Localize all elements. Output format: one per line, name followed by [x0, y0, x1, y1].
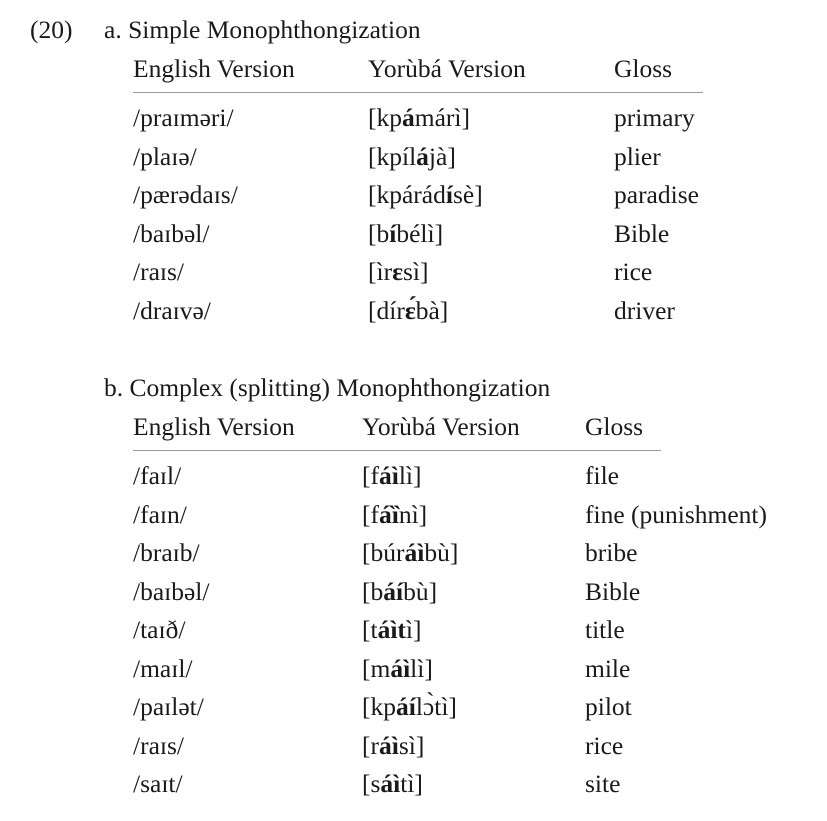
section-a-header-english: English Version — [133, 54, 295, 83]
table-b-cell-yoruba: [ráìsì] — [362, 731, 425, 760]
table-b-cell-english: /maɪl/ — [133, 654, 193, 683]
table-b-cell-yoruba: [fáȉnì] — [362, 500, 428, 529]
table-b-cell-gloss: file — [585, 461, 619, 490]
table-a-cell-gloss: Bible — [614, 219, 670, 248]
table-b-cell-gloss: fine (punishment) — [585, 500, 767, 529]
table-b-cell-english: /baɪbəl/ — [133, 577, 210, 606]
table-b-cell-english: /faɪn/ — [133, 500, 187, 529]
example-number: (20) — [30, 15, 73, 44]
table-b-cell-yoruba: [kpáílɔ̀tì] — [362, 692, 457, 721]
table-a-cell-yoruba: [bíbélì] — [368, 219, 444, 248]
table-a-cell-yoruba: [ìrɛsì] — [368, 257, 429, 286]
table-b-cell-english: /taɪð/ — [133, 615, 186, 644]
table-b-cell-english: /faɪl/ — [133, 461, 182, 490]
table-a-cell-english: /plaɪə/ — [133, 142, 197, 171]
table-b-cell-english: /braɪb/ — [133, 538, 200, 567]
section-b-header-english: English Version — [133, 412, 295, 441]
table-a-cell-english: /baɪbəl/ — [133, 219, 210, 248]
table-a-cell-yoruba: [kpárádísè] — [368, 180, 483, 209]
section-a-header-gloss: Gloss — [614, 54, 673, 83]
section-a-header-rule — [133, 92, 703, 93]
table-a-cell-english: /pærədaɪs/ — [133, 180, 238, 209]
table-b-cell-yoruba: [fáìlì] — [362, 461, 422, 490]
table-b-cell-yoruba: [táìtì] — [362, 615, 422, 644]
table-b-cell-gloss: pilot — [585, 692, 632, 721]
table-b-cell-yoruba: [búráìbù] — [362, 538, 459, 567]
section-b-header-yoruba: Yorùbá Version — [362, 412, 520, 441]
table-b-cell-yoruba: [sáìtì] — [362, 769, 423, 798]
table-b-cell-english: /saɪt/ — [133, 769, 183, 798]
table-b-cell-english: /paɪlət/ — [133, 692, 204, 721]
table-b-cell-gloss: title — [585, 615, 625, 644]
table-a-cell-gloss: paradise — [614, 180, 699, 209]
table-a-cell-english: /praɪməri/ — [133, 103, 234, 132]
section-a-header-yoruba: Yorùbá Version — [368, 54, 526, 83]
table-b-cell-english: /raɪs/ — [133, 731, 184, 760]
table-a-cell-english: /draɪvə/ — [133, 296, 211, 325]
table-b-cell-gloss: Bible — [585, 577, 641, 606]
table-b-cell-gloss: bribe — [585, 538, 638, 567]
table-a-cell-gloss: plier — [614, 142, 661, 171]
section-b-header-rule — [133, 450, 661, 451]
table-a-cell-yoruba: [dírɛ́bà] — [368, 296, 449, 325]
table-a-cell-gloss: rice — [614, 257, 653, 286]
section-b-title: b. Complex (splitting) Monophthongization — [104, 373, 551, 402]
table-a-cell-yoruba: [kpílájà] — [368, 142, 456, 171]
table-b-cell-yoruba: [máìlì] — [362, 654, 433, 683]
section-b-header-gloss: Gloss — [585, 412, 644, 441]
table-b-cell-gloss: mile — [585, 654, 631, 683]
section-a-title: a. Simple Monophthongization — [104, 15, 421, 44]
table-a-cell-gloss: driver — [614, 296, 675, 325]
table-b-cell-yoruba: [báíbù] — [362, 577, 438, 606]
table-a-cell-yoruba: [kpámárì] — [368, 103, 470, 132]
table-a-cell-gloss: primary — [614, 103, 695, 132]
table-a-cell-english: /raɪs/ — [133, 257, 184, 286]
table-b-cell-gloss: rice — [585, 731, 624, 760]
table-b-cell-gloss: site — [585, 769, 621, 798]
